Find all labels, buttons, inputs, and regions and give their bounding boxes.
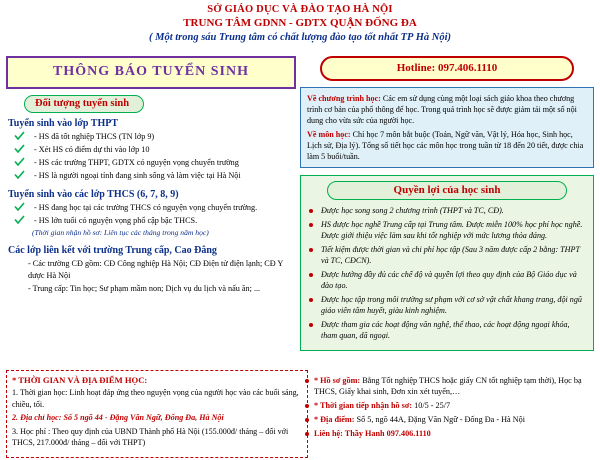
list-item: Được tham gia các hoạt động văn nghệ, thể thao, các hoạt động ngoại khóa, tham quan, dã ngoại. bbox=[307, 319, 587, 341]
detail-row bbox=[304, 375, 598, 397]
hotline-text: Hotline: 097.406.1110 bbox=[396, 62, 498, 74]
detail-text: 10/5 - 25/7 bbox=[412, 401, 451, 410]
list-item bbox=[6, 157, 296, 168]
program-paragraph bbox=[307, 93, 587, 126]
group2-list bbox=[6, 202, 296, 226]
list-item bbox=[6, 202, 296, 213]
target-section-label: Đối tượng tuyển sinh bbox=[24, 95, 144, 113]
detail-text: Bằng Tốt nghiệp THCS hoặc giấy CN tốt nghiệp tạm thời), Học bạ THCS, Giấy khai sinh, Đơn xin xét tuyển,… bbox=[314, 376, 582, 396]
list-item-text: - HS là người ngoại tỉnh đang sinh sống và làm việc tại Hà Nội bbox=[34, 171, 241, 180]
list-item: Được hưởng đầy đủ các chế độ và quyền lợi theo quy định của Bộ Giáo dục và đào tạo. bbox=[307, 269, 587, 291]
list-item: - Trung cấp: Tin học; Sư phạm mầm non; Dịch vụ du lịch và nấu ăn; ... bbox=[28, 284, 261, 293]
admission-details bbox=[300, 370, 600, 444]
subject-paragraph bbox=[307, 129, 587, 162]
header-line-3: ( Một trong sáu Trung tâm có chất lượng đào tạo tốt nhất TP Hà Nội) bbox=[149, 32, 451, 43]
detail-label: * Hồ sơ gồm: bbox=[314, 376, 361, 385]
detail-text: Số 5, ngõ 44A, Đặng Văn Ngữ - Đống Đa - Hà Nội bbox=[354, 415, 526, 424]
schedule-box bbox=[6, 370, 308, 458]
program-text: Các em sử dụng cùng một loại sách giáo khoa theo chương trình cơ bản của phổ thông để học. Trong quá trình học sẽ được giảm tải một số nội dung cho vừa sức của người học. bbox=[307, 94, 577, 125]
group3-list bbox=[6, 258, 296, 295]
check-icon bbox=[14, 202, 25, 211]
banner-title: THÔNG BÁO TUYỂN SINH bbox=[53, 64, 249, 79]
list-item-text: - Xét HS có điểm dự thi vào lớp 10 bbox=[34, 145, 150, 154]
list-item bbox=[6, 131, 296, 142]
detail-row bbox=[304, 400, 598, 411]
list-item: Tiết kiệm được thời gian và chi phí học tập (Sau 3 năm được cấp 2 bằng: THPT và TC, CĐCN). bbox=[307, 244, 587, 266]
list-item: HS được học nghề Trung cấp tại Trung tâm. Được miễn 100% học phí học nghề. Được giới thiệu việc làm sau khi tốt nghiệp với mức lương thỏa đáng. bbox=[307, 219, 587, 241]
check-icon bbox=[14, 157, 25, 166]
detail-label: * Địa điểm: bbox=[314, 415, 355, 424]
student-rights-panel bbox=[300, 175, 594, 351]
group2-heading: Tuyển sinh vào các lớp THCS (6, 7, 8, 9) bbox=[8, 189, 179, 200]
contact-row[interactable] bbox=[304, 428, 598, 439]
subject-label: Về môn học: bbox=[307, 130, 351, 139]
list-item: Được học song song 2 chương trình (THPT và TC, CĐ). bbox=[307, 205, 587, 216]
hotline-box[interactable] bbox=[320, 56, 574, 81]
group3-heading: Các lớp liên kết với trường Trung cấp, Cao Đẳng bbox=[8, 245, 217, 256]
right-column bbox=[300, 56, 594, 351]
schedule-line-2: 2. Địa chỉ học: Số 5 ngõ 44 - Đặng Văn Ngữ, Đống Đa, Hà Nội bbox=[12, 413, 224, 422]
schedule-line-3: 3. Học phí : Theo quy định của UBND Thành phố Hà Nội (155.000đ/ tháng – đối với THCS, 217.000đ/ tháng – đối với THPT) bbox=[12, 426, 289, 447]
list-item bbox=[6, 144, 296, 155]
group1-heading: Tuyển sinh vào lớp THPT bbox=[8, 118, 119, 129]
list-item-text: - HS đang học tại các trường THCS có nguyện vọng chuyển trường. bbox=[34, 203, 258, 212]
left-column bbox=[6, 56, 296, 297]
group2-note: (Thời gian nhận hồ sơ: Liên tục các tháng trong năm học) bbox=[32, 228, 209, 237]
schedule-title: * THỜI GIAN VÀ ĐỊA ĐIỂM HỌC: bbox=[12, 375, 148, 385]
title-banner bbox=[6, 56, 296, 89]
schedule-line-1: 1. Thời gian học: Linh hoạt đáp ứng theo nguyện vọng của người học vào các buổi sáng, chiều, tối. bbox=[12, 388, 299, 409]
list-item-text: - HS đã tốt nghiệp THCS (TN lớp 9) bbox=[34, 132, 155, 141]
poster-header bbox=[0, 0, 600, 43]
detail-label: * Thời gian tiếp nhận hồ sơ: bbox=[314, 401, 413, 410]
check-icon bbox=[14, 144, 25, 153]
detail-row bbox=[304, 414, 598, 425]
header-line-1: SỞ GIÁO DỤC VÀ ĐÀO TẠO HÀ NỘI bbox=[207, 4, 393, 15]
group1-list bbox=[6, 131, 296, 181]
list-item-text: - HS các trường THPT, GDTX có nguyện vọng chuyển trường bbox=[34, 158, 239, 167]
header-line-2: TRUNG TÂM GDNN - GDTX QUẬN ĐỐNG ĐA bbox=[183, 17, 417, 29]
subject-text: Chỉ học 7 môn bắt buộc (Toán, Ngữ văn, Vật lý, Hóa học, Sinh học, Lịch sử, Địa lý). Tổng số tiết học các môn học trong tuần từ 18 đến 20 tiết, được chia làm 5 buổi/tuần. bbox=[307, 130, 584, 161]
list-item-text: - HS lớn tuổi có nguyện vọng phổ cập bậc THCS. bbox=[34, 216, 198, 225]
student-rights-title: Quyền lợi của học sinh bbox=[327, 181, 567, 200]
list-item: Được học tập trong môi trường sư phạm với cơ sở vật chất khang trang, đội ngũ giáo viên tâm huyết, giàu kinh nghiệm. bbox=[307, 294, 587, 316]
program-info-box bbox=[300, 87, 594, 168]
list-item bbox=[6, 170, 296, 181]
program-label: Về chương trình học: bbox=[307, 94, 381, 103]
check-icon bbox=[14, 170, 25, 179]
list-item bbox=[6, 215, 296, 226]
check-icon bbox=[14, 131, 25, 140]
target-section-header bbox=[24, 95, 296, 113]
student-rights-list bbox=[307, 205, 587, 341]
list-item: - Các trường CĐ gồm: CĐ Công nghiệp Hà Nội; CĐ Điện tử điện lạnh; CĐ Y dược Hà Nội bbox=[28, 259, 284, 280]
contact-label: Liên hệ: Thầy Hanh 097.406.1110 bbox=[314, 429, 431, 438]
check-icon bbox=[14, 215, 25, 224]
